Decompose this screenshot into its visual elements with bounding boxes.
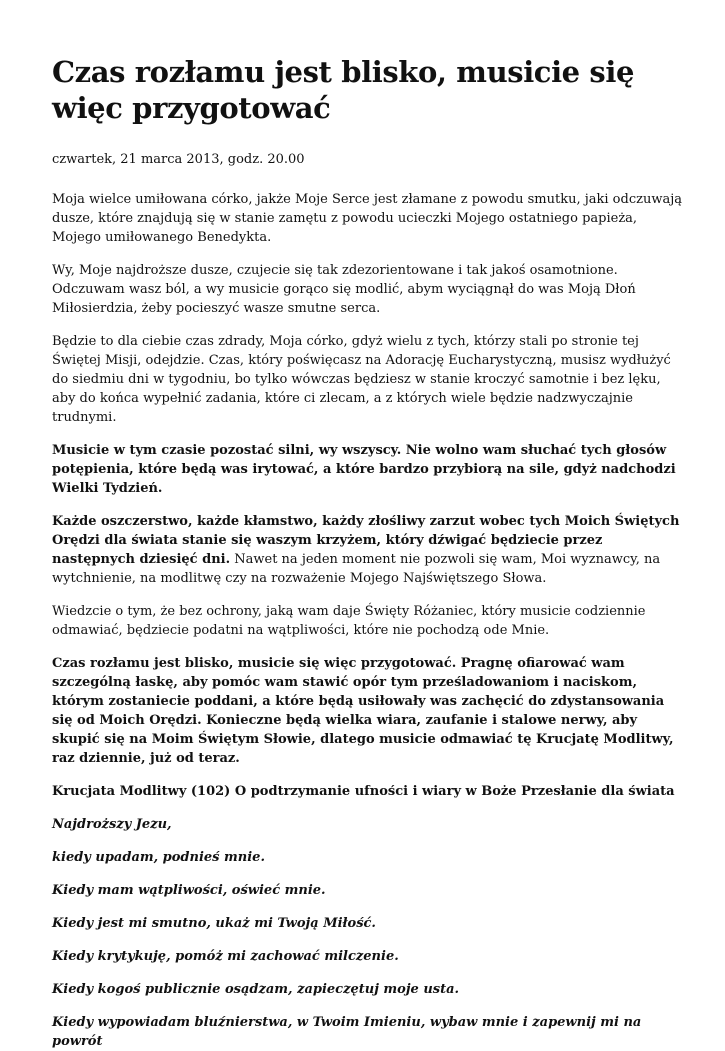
paragraph-4: Musicie w tym czasie pozostać silni, wy wszyscy. Nie wolno wam słuchać tych głosów potępienia, które będą was irytować, a które bardzo przybiorą na sile, gdyż nadchodzi Wielki Tydzień. <box>52 443 676 496</box>
prayer-line: Kiedy jest mi smutno, ukaż mi Twoją Miłość. <box>52 916 376 931</box>
paragraph-2: Wy, Moje najdroższe dusze, czujecie się tak zdezorientowane i tak jakoś osamotnione. Odczuwam wasz ból, a wy musicie gorąco się modlić, abym wyciągnął do was Moją Dłoń Miłosierdzia, żeby pocieszyć wasze smutne serca. <box>52 263 636 316</box>
paragraph-5-bold: Każde oszczerstwo, każde kłamstwo, każdy złośliwy zarzut wobec tych Moich Świętych Orędzi dla świata stanie się waszym krzyżem, który dźwigać będziecie przez następnych dziesięć dni. <box>52 514 680 567</box>
prayer-line: Kiedy kogoś publicznie osądzam, zapieczętuj moje usta. <box>52 982 460 997</box>
prayer-line: Najdroższy Jezu, <box>52 817 172 832</box>
message-date: czwartek, 21 marca 2013, godz. 20.00 <box>52 152 305 167</box>
paragraph-7: Czas rozłamu jest blisko, musicie się więc przygotować. Pragnę ofiarować wam szczególną łaskę, aby pomóc wam stawić opór tym prześladowaniom i naciskom, którym zostaniecie poddani, a które będą usiłowały was zachęcić do zdystansowania się od Moich Orędzi. Konieczne będą wielka wiara, zaufanie i stalowe nerwy, aby skupić się na Moim Świętym Słowie, dlatego musicie odmawiać tę Krucjatę Modlitwy, raz dziennie, już od teraz. <box>52 656 674 766</box>
prayer-line: kiedy upadam, podnieś mnie. <box>52 850 265 865</box>
paragraph-5-normal: Nawet na jeden moment nie pozwoli się wam, Moi wyznawcy, na wytchnienie, na modlitwę czy na rozważenie Mojego Najświętszego Słowa. <box>52 552 661 586</box>
paragraph-1: Moja wielce umiłowana córko, jakże Moje Serce jest złamane z powodu smutku, jaki odczuwają dusze, które znajdują się w stanie zamętu z powodu ucieczki Mojego ostatniego papieża, Mojego umiłowanego Benedykta. <box>52 192 682 245</box>
prayer-line: Kiedy mam wątpliwości, oświeć mnie. <box>52 883 326 898</box>
paragraph-3: Będzie to dla ciebie czas zdrady, Moja córko, gdyż wielu z tych, którzy stali po stronie tej Świętej Misji, odejdzie. Czas, który poświęcasz na Adorację Eucharystyczną, musisz wydłużyć do siedmiu dni w tygodniu, bo tylko wówczas będziesz w stanie kroczyć samotnie i bez lęku, aby do końca wypełnić zadania, które ci zlecam, a z których wiele będzie nadzwyczajnie trudnymi. <box>52 334 671 425</box>
crusade-prayer-title: Krucjata Modlitwy (102) O podtrzymanie ufności i wiary w Boże Przesłanie dla świata <box>52 784 675 799</box>
prayer-line: Kiedy krytykuję, pomóż mi zachować milczenie. <box>52 949 399 964</box>
prayer-line: Kiedy wypowiadam bluźnierstwa, w Twoim Imieniu, wybaw mnie i zapewnij mi na powrót <box>52 1015 642 1049</box>
page-title: Czas rozłamu jest blisko, musicie się więc przygotować <box>52 55 635 125</box>
document-page <box>52 0 682 1051</box>
paragraph-5 <box>52 512 682 588</box>
paragraph-6: Wiedzcie o tym, że bez ochrony, jaką wam daje Święty Różaniec, który musicie codziennie odmawiać, będziecie podatni na wątpliwości, które nie pochodzą ode Mnie. <box>52 604 646 638</box>
